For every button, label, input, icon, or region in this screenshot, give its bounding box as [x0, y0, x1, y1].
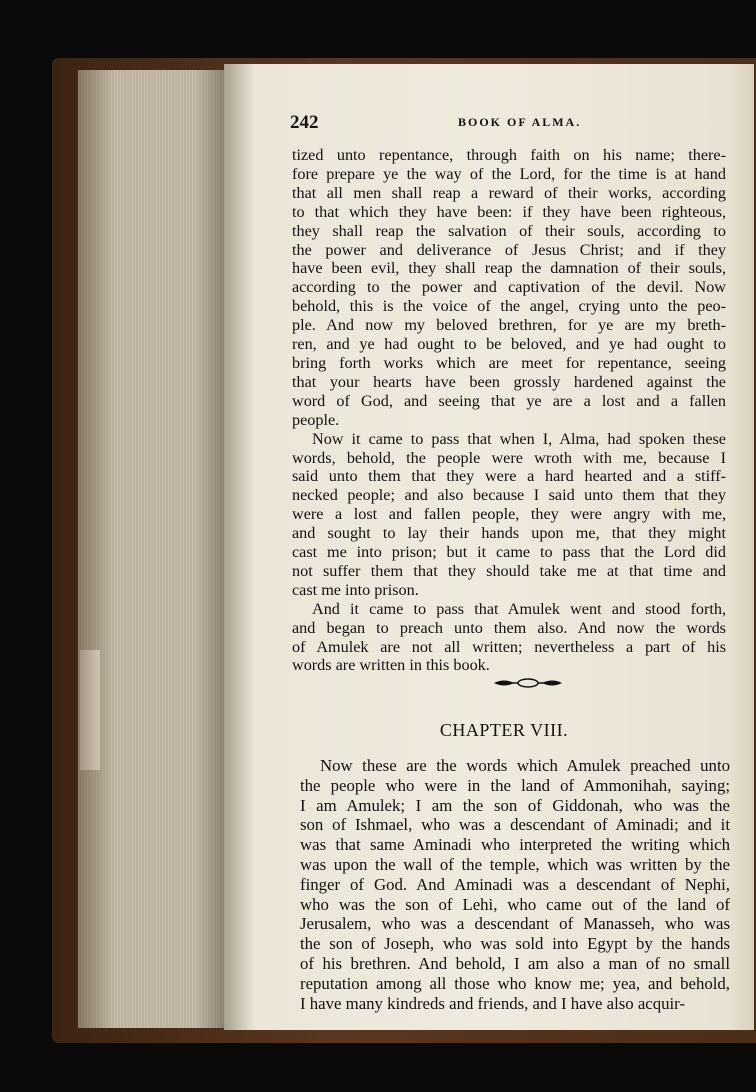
- text-line: was that same Aminadi who interpreted the writing which: [300, 835, 730, 855]
- text-line: and sought to lay their hands upon me, that they might: [292, 524, 726, 543]
- text-line: reputation among all those who know me; yea, and behold,: [300, 973, 730, 993]
- text-line: ren, and ye had ought to be beloved, and ye had ought to: [292, 335, 726, 354]
- text-line: words are written in this book.: [292, 656, 490, 675]
- text-line: son of Ishmael, who was a descendant of Aminadi; and it: [300, 815, 730, 835]
- text-line: Now it came to pass that when I, Alma, had spoken these: [312, 429, 726, 448]
- text-line: the son of Joseph, who was sold into Egypt by the hands: [300, 934, 730, 954]
- text-line: necked people; and also because I said unto them that they: [292, 486, 726, 505]
- paragraph: [292, 146, 726, 430]
- text-line: Now these are the words which Amulek preached unto: [320, 756, 730, 775]
- text-line: tized unto repentance, through faith on his name; there-: [292, 146, 726, 164]
- text-line: I am Amulek; I am the son of Giddonah, who was the: [300, 795, 730, 815]
- text-line: have been evil, they shall reap the damnation of their souls,: [292, 259, 726, 278]
- text-line: who was the son of Lehi, who came out of the land of: [300, 894, 730, 914]
- text-line: fore prepare ye the way of the Lord, for the time is at hand: [292, 164, 726, 183]
- text-line: cast me into prison.: [292, 580, 419, 599]
- text-line: finger of God. And Aminadi was a descendant of Nephi,: [300, 874, 730, 894]
- text-line: word of God, and seeing that ye are a lost and a fallen: [292, 391, 726, 410]
- text-section-1: [292, 146, 726, 675]
- ornament-divider: [492, 676, 564, 690]
- text-line: that your hearts have been grossly hardened against the: [292, 372, 726, 391]
- running-head: [290, 112, 734, 132]
- text-line: and began to preach unto them also. And now the words: [292, 618, 726, 637]
- page-edges: [78, 70, 225, 1028]
- paragraph: [300, 756, 730, 1013]
- text-line: the power and deliverance of Jesus Christ; and if they: [292, 240, 726, 259]
- text-line: was upon the wall of the temple, which was written by the: [300, 854, 730, 874]
- text-line: were a lost and fallen people, they were angry with me,: [292, 505, 726, 524]
- text-line: ple. And now my beloved brethren, for ye are my breth-: [292, 316, 726, 335]
- text-line: of Amulek are not all written; nevertheless a part of his: [292, 637, 726, 656]
- text-line: I have many kindreds and friends, and I have also acquir-: [300, 993, 686, 1013]
- text-line: they shall reap the salvation of their souls, according to: [292, 221, 726, 240]
- text-line: said unto them that they were a hard hearted and a stiff-: [292, 467, 726, 486]
- text-line: that all men shall reap a reward of their works, according: [292, 183, 726, 202]
- chapter-heading: CHAPTER VIII.: [439, 720, 569, 740]
- page-number: 242: [290, 112, 319, 133]
- paragraph: [292, 600, 726, 676]
- text-line: not suffer them that they should take me at that time and: [292, 561, 726, 580]
- text-line: Jerusalem, who was a descendant of Manasseh, who was: [300, 914, 730, 934]
- text-section-2: [300, 756, 730, 1013]
- text-line: bring forth works which are meet for repentance, seeing: [292, 353, 726, 372]
- book-page: [224, 64, 754, 1030]
- text-line: of his brethren. And behold, I am also a man of no small: [300, 953, 730, 973]
- text-line: the people who were in the land of Ammonihah, saying;: [300, 775, 730, 795]
- text-line: to that which they have been: if they have been righteous,: [292, 202, 726, 221]
- text-line: cast me into prison; but it came to pass that the Lord did: [292, 543, 726, 562]
- running-title: BOOK OF ALMA.: [458, 115, 582, 129]
- text-line: according to the power and captivation of the devil. Now: [292, 278, 726, 297]
- text-line: people.: [292, 410, 340, 429]
- text-line: behold, this is the voice of the angel, crying unto the peo-: [292, 297, 726, 316]
- text-line: words, behold, the people were wroth with me, because I: [292, 448, 726, 467]
- text-line: And it came to pass that Amulek went and stood forth,: [312, 599, 726, 618]
- paragraph: [292, 430, 726, 600]
